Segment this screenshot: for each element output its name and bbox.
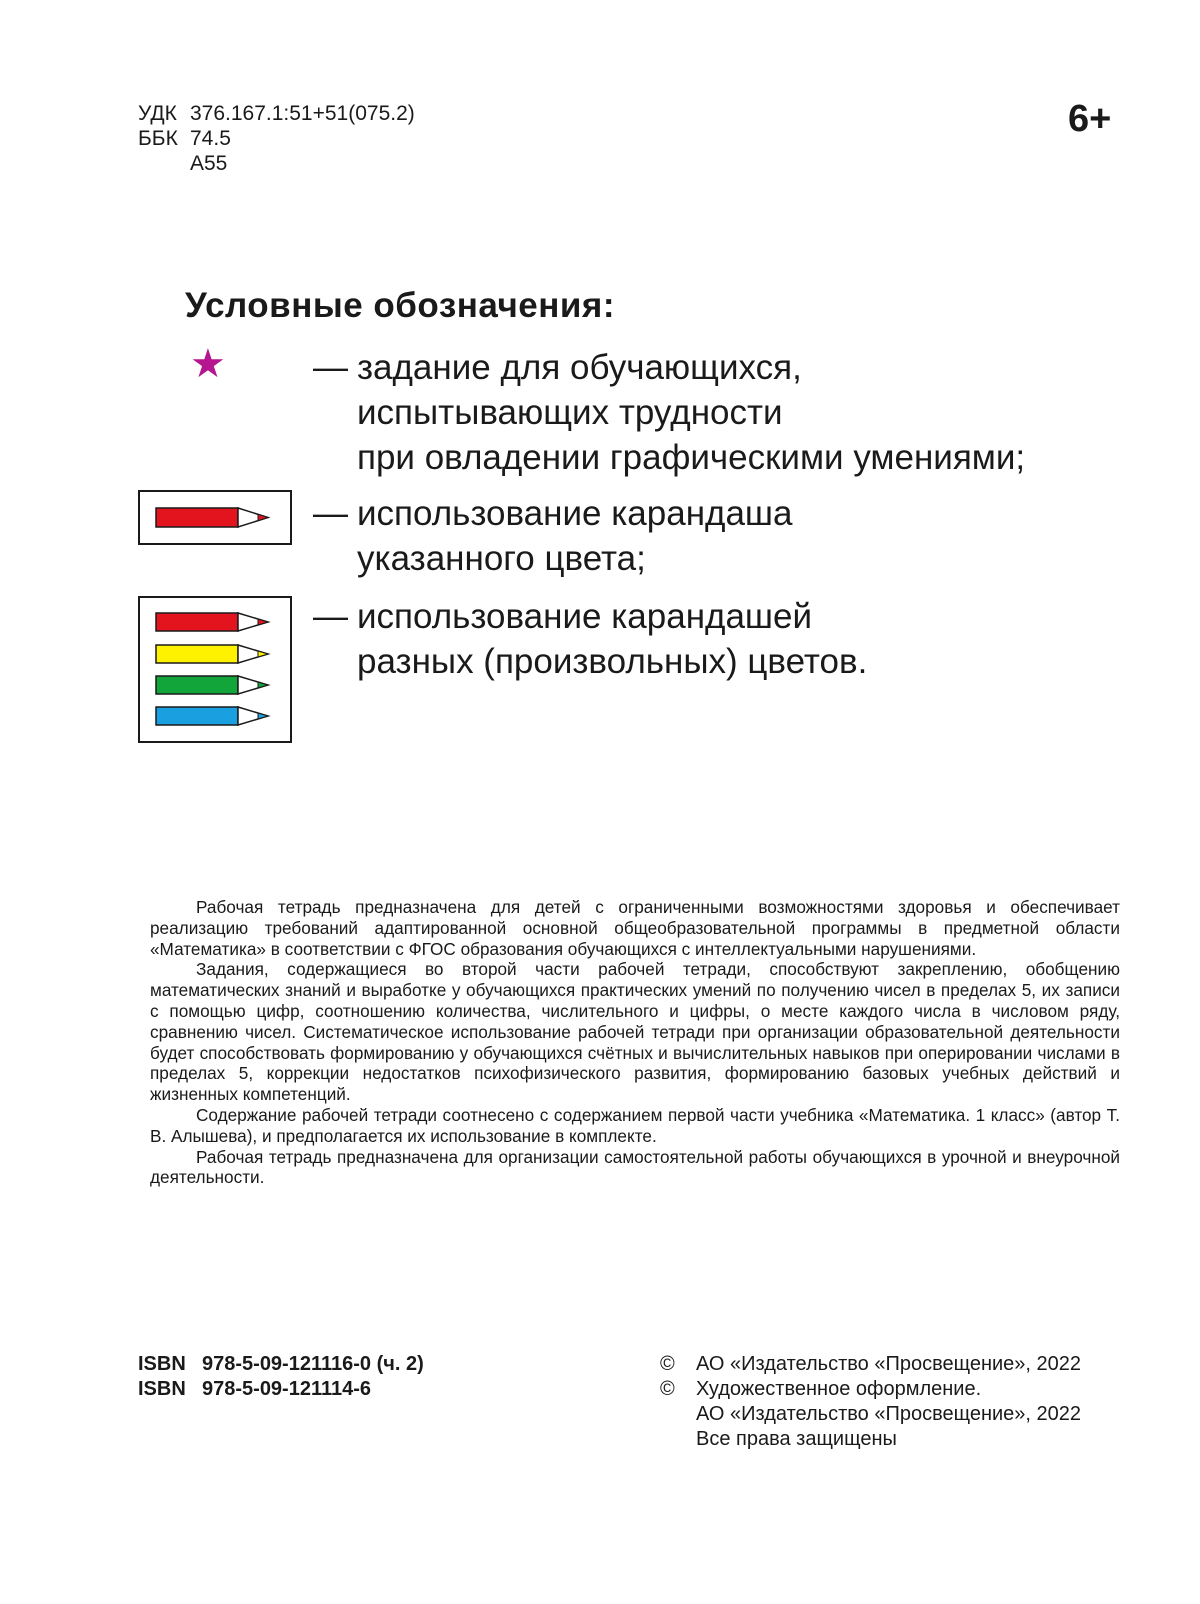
legend-line: использование карандашей — [357, 597, 812, 636]
bbk-label: ББК — [138, 127, 178, 150]
legend-line: указанного цвета; — [357, 539, 646, 578]
description-paragraph: Задания, содержащиеся во второй части рабочей тетради, способствуют закреплению, обобщению математических знаний и выработке у обучающихся практических умений по получению чисел в пределах 5, их записи с помощью цифр, соотношению количества, числительного и цифры, о месте каждого числа в числовом ряду, сравнению чисел. Систематическое использование рабочей тетради при организации образовательной деятельности будет способствовать формированию у обучающихся счётных и вычислительных навыков при оперировании числами в пределах 5, коррекции недостатков психофизического развития, формированию базовых учебных действий и жизненных компетенций. — [150, 959, 1120, 1105]
pencil-green-icon — [156, 676, 268, 694]
rights-reserved: Все права защищены — [696, 1428, 897, 1450]
copyright-row — [660, 1352, 1081, 1377]
pencils-set-icon — [140, 598, 290, 741]
author-mark: А55 — [190, 152, 228, 175]
isbn-label: ISBN — [138, 1353, 186, 1375]
pencil-yellow-icon — [156, 645, 268, 663]
isbn-label: ISBN — [138, 1378, 186, 1400]
udk-value: 376.167.1:51+51(075.2) — [190, 102, 415, 125]
legend-line: задание для обучающихся, — [357, 348, 802, 387]
age-rating: 6+ — [1068, 98, 1112, 140]
legend-dash: — — [313, 597, 348, 636]
isbn-row — [138, 1377, 424, 1402]
legend-item-pencil — [313, 491, 792, 581]
legend-dash: — — [313, 494, 348, 533]
author-mark-row — [138, 151, 415, 176]
copyright-block — [660, 1352, 1081, 1452]
isbn-block — [138, 1352, 424, 1402]
pencil-icon-box — [138, 490, 292, 545]
description-paragraph: Рабочая тетрадь предназначена для организации самостоятельной работы обучающихся в урочной и внеурочной деятельности. — [150, 1146, 1120, 1188]
pencil-blue-icon — [156, 707, 268, 725]
copyright-icon: © — [660, 1378, 675, 1400]
udk-row — [138, 101, 415, 126]
book-description — [150, 897, 1120, 1188]
copyright-line: Художественное оформление. — [696, 1378, 982, 1400]
legend-item-star — [313, 345, 1025, 480]
udk-label: УДК — [138, 102, 177, 125]
legend-item-pencils-set — [313, 594, 867, 684]
legend-line: испытывающих трудности — [357, 393, 783, 432]
bbk-value: 74.5 — [190, 127, 231, 150]
legend-line: разных (произвольных) цветов. — [357, 642, 868, 681]
pencil-icon — [140, 492, 290, 543]
catalog-info — [138, 101, 415, 176]
star-icon: ★ — [190, 342, 226, 386]
legend-line: использование карандаша — [357, 494, 793, 533]
copyright-icon: © — [660, 1353, 675, 1375]
pencils-set-icon-box — [138, 596, 292, 743]
isbn-value: 978-5-09-121116-0 (ч. 2) — [202, 1353, 424, 1375]
description-paragraph: Рабочая тетрадь предназначена для детей с ограниченными возможностями здоровья и обеспечивает реализацию требований адаптированной основной общеобразовательной программы в предметной области «Математика» в соответствии с ФГОС образования обучающихся с интеллектуальными нарушениями. — [150, 897, 1120, 959]
copyright-line: АО «Издательство «Просвещение», 2022 — [696, 1353, 1082, 1375]
isbn-value: 978-5-09-121114-6 — [202, 1378, 372, 1400]
description-paragraph: Содержание рабочей тетради соотнесено с содержанием первой части учебника «Математика. 1 класс» (автор Т. В. Алышева), и предполагается их использование в комплекте. — [150, 1104, 1120, 1146]
bbk-row — [138, 126, 415, 151]
legend-line: при овладении графическими умениями; — [357, 438, 1026, 477]
copyright-row — [660, 1377, 1081, 1402]
isbn-row — [138, 1352, 424, 1377]
pencil-red-icon — [156, 613, 268, 631]
legend-title: Условные обозначения: — [185, 286, 615, 325]
legend-dash: — — [313, 348, 348, 387]
copyright-line: АО «Издательство «Просвещение», 2022 — [696, 1403, 1082, 1425]
